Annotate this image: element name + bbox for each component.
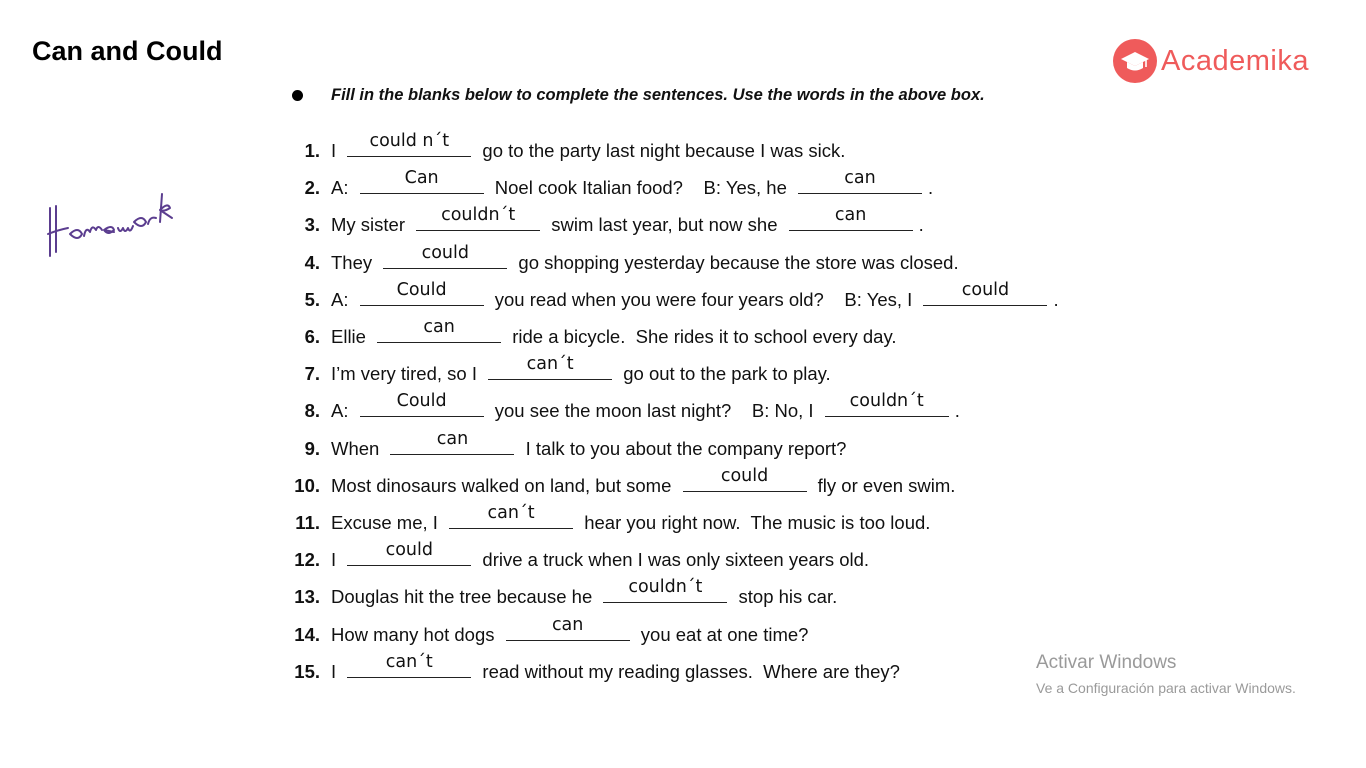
item-number: 10.: [294, 475, 320, 496]
sentence-9: [290, 429, 847, 460]
sentence-text: Ellie: [331, 326, 372, 347]
handwritten-answer: could: [720, 466, 769, 486]
sentence-2: [290, 168, 934, 199]
item-number: 13.: [294, 586, 320, 607]
answer-blank[interactable]: [360, 280, 484, 306]
sentence-text: .: [918, 214, 924, 235]
item-number: 5.: [304, 289, 320, 310]
handwritten-answer: can´t: [385, 652, 433, 672]
page-title: Can and Could: [32, 36, 223, 66]
sentence-text: .: [954, 400, 960, 421]
sentence-text: stop his car.: [733, 586, 838, 607]
answer-blank[interactable]: [798, 168, 922, 194]
sentence-7: [290, 354, 831, 385]
answer-blank[interactable]: [789, 205, 913, 231]
academika-logo: [1113, 38, 1309, 84]
handwritten-answer: can: [423, 317, 455, 337]
answer-blank[interactable]: [377, 317, 501, 343]
handwritten-answer: couldn´t: [849, 391, 924, 411]
item-number: 8.: [304, 400, 320, 421]
sentence-12: [290, 540, 870, 571]
handwritten-answer: can´t: [526, 354, 574, 374]
handwritten-answer: can: [834, 205, 867, 225]
handwritten-answer: Can: [404, 168, 439, 188]
answer-blank[interactable]: [347, 540, 471, 566]
sentence-text: Noel cook Italian food? B: Yes, he: [489, 177, 792, 198]
sentence-8: [290, 391, 960, 422]
bullet-icon: [292, 90, 303, 101]
sentence-14: [290, 615, 809, 646]
handwritten-answer: could: [385, 540, 433, 560]
sentence-text: A:: [331, 177, 354, 198]
instruction-text: Fill in the blanks below to complete the sentences. Use the words in the above box.: [331, 86, 985, 104]
sentence-text: A:: [331, 400, 354, 421]
sentence-text: I: [331, 661, 342, 682]
sentence-text: My sister: [331, 214, 411, 235]
sentence-11: [290, 503, 931, 534]
instruction: [292, 86, 985, 105]
answer-blank[interactable]: [923, 280, 1047, 306]
sentence-5: [290, 280, 1059, 311]
sentence-text: go to the party last night because I was sick.: [477, 140, 846, 161]
handwritten-answer: Could: [396, 391, 447, 411]
handwritten-answer: can: [436, 429, 469, 449]
sentence-text: read without my reading glasses. Where are they?: [477, 661, 900, 682]
sentence-text: .: [928, 177, 934, 198]
sentence-text: .: [1053, 289, 1059, 310]
handwritten-answer: Could: [396, 280, 447, 300]
sentence-text: Excuse me, I: [331, 512, 444, 533]
sentence-text: I: [331, 140, 342, 161]
answer-blank[interactable]: [360, 391, 484, 417]
answer-blank[interactable]: [825, 391, 949, 417]
item-number: 7.: [304, 363, 320, 384]
answer-blank[interactable]: [488, 354, 612, 380]
sentence-4: [290, 243, 959, 274]
graduation-cap-icon: [1113, 39, 1157, 83]
sentence-13: [290, 577, 838, 608]
item-number: 2.: [304, 177, 320, 198]
answer-blank[interactable]: [416, 205, 540, 231]
sentence-text: you read when you were four years old? B: Yes, I: [489, 289, 918, 310]
answer-blank[interactable]: [506, 615, 630, 641]
sentence-text: swim last year, but now she: [546, 214, 783, 235]
item-number: 4.: [304, 252, 320, 273]
sentence-1: [290, 131, 846, 162]
sentence-text: fly or even swim.: [812, 475, 956, 496]
sentence-3: [290, 205, 924, 236]
item-number: 3.: [304, 214, 320, 235]
windows-activation-watermark: [1036, 652, 1296, 696]
sentence-text: I: [331, 549, 342, 570]
item-number: 6.: [304, 326, 320, 347]
item-number: 12.: [294, 549, 320, 570]
sentence-text: They: [331, 252, 378, 273]
sentence-text: Douglas hit the tree because he: [331, 586, 598, 607]
item-number: 15.: [294, 661, 320, 682]
handwritten-answer: can´t: [487, 503, 535, 523]
item-number: 9.: [304, 438, 320, 459]
sentence-text: Most dinosaurs walked on land, but some: [331, 475, 677, 496]
sentence-text: you see the moon last night? B: No, I: [489, 400, 819, 421]
sentence-6: [290, 317, 897, 348]
handwritten-answer: couldn´t: [441, 205, 516, 225]
sentence-text: A:: [331, 289, 354, 310]
sentence-text: I’m very tired, so I: [331, 363, 483, 384]
answer-blank[interactable]: [347, 652, 471, 678]
logo-text: Academika: [1161, 44, 1309, 77]
sentence-text: you eat at one time?: [635, 624, 809, 645]
watermark-subtitle: Ve a Configuración para activar Windows.: [1036, 680, 1296, 696]
answer-blank[interactable]: [383, 243, 507, 269]
handwritten-answer: could n´t: [369, 131, 450, 151]
answer-blank[interactable]: [390, 429, 514, 455]
handwritten-note: [44, 176, 214, 265]
sentence-10: [290, 466, 956, 497]
answer-blank[interactable]: [449, 503, 573, 529]
answer-blank[interactable]: [603, 577, 727, 603]
item-number: 1.: [304, 140, 320, 161]
sentence-text: hear you right now. The music is too loud.: [579, 512, 931, 533]
handwritten-answer: could: [421, 243, 469, 263]
item-number: 11.: [295, 512, 320, 533]
sentence-text: How many hot dogs: [331, 624, 500, 645]
answer-blank[interactable]: [683, 466, 807, 492]
watermark-title: Activar Windows: [1036, 652, 1177, 673]
handwritten-answer: can: [844, 168, 876, 188]
answer-blank[interactable]: [347, 131, 471, 157]
sentence-text: drive a truck when I was only sixteen years old.: [477, 549, 870, 570]
item-number: 14.: [294, 624, 320, 645]
handwritten-answer: couldn´t: [628, 577, 703, 597]
handwritten-answer: can: [551, 615, 584, 635]
answer-blank[interactable]: [360, 168, 484, 194]
sentence-15: [290, 652, 900, 683]
sentence-text: ride a bicycle. She rides it to school every day.: [507, 326, 897, 347]
sentence-text: I talk to you about the company report?: [520, 438, 847, 459]
sentence-text: When: [331, 438, 385, 459]
sentence-text: go out to the park to play.: [618, 363, 831, 384]
handwritten-answer: could: [961, 280, 1010, 300]
sentence-text: go shopping yesterday because the store was closed.: [513, 252, 959, 273]
